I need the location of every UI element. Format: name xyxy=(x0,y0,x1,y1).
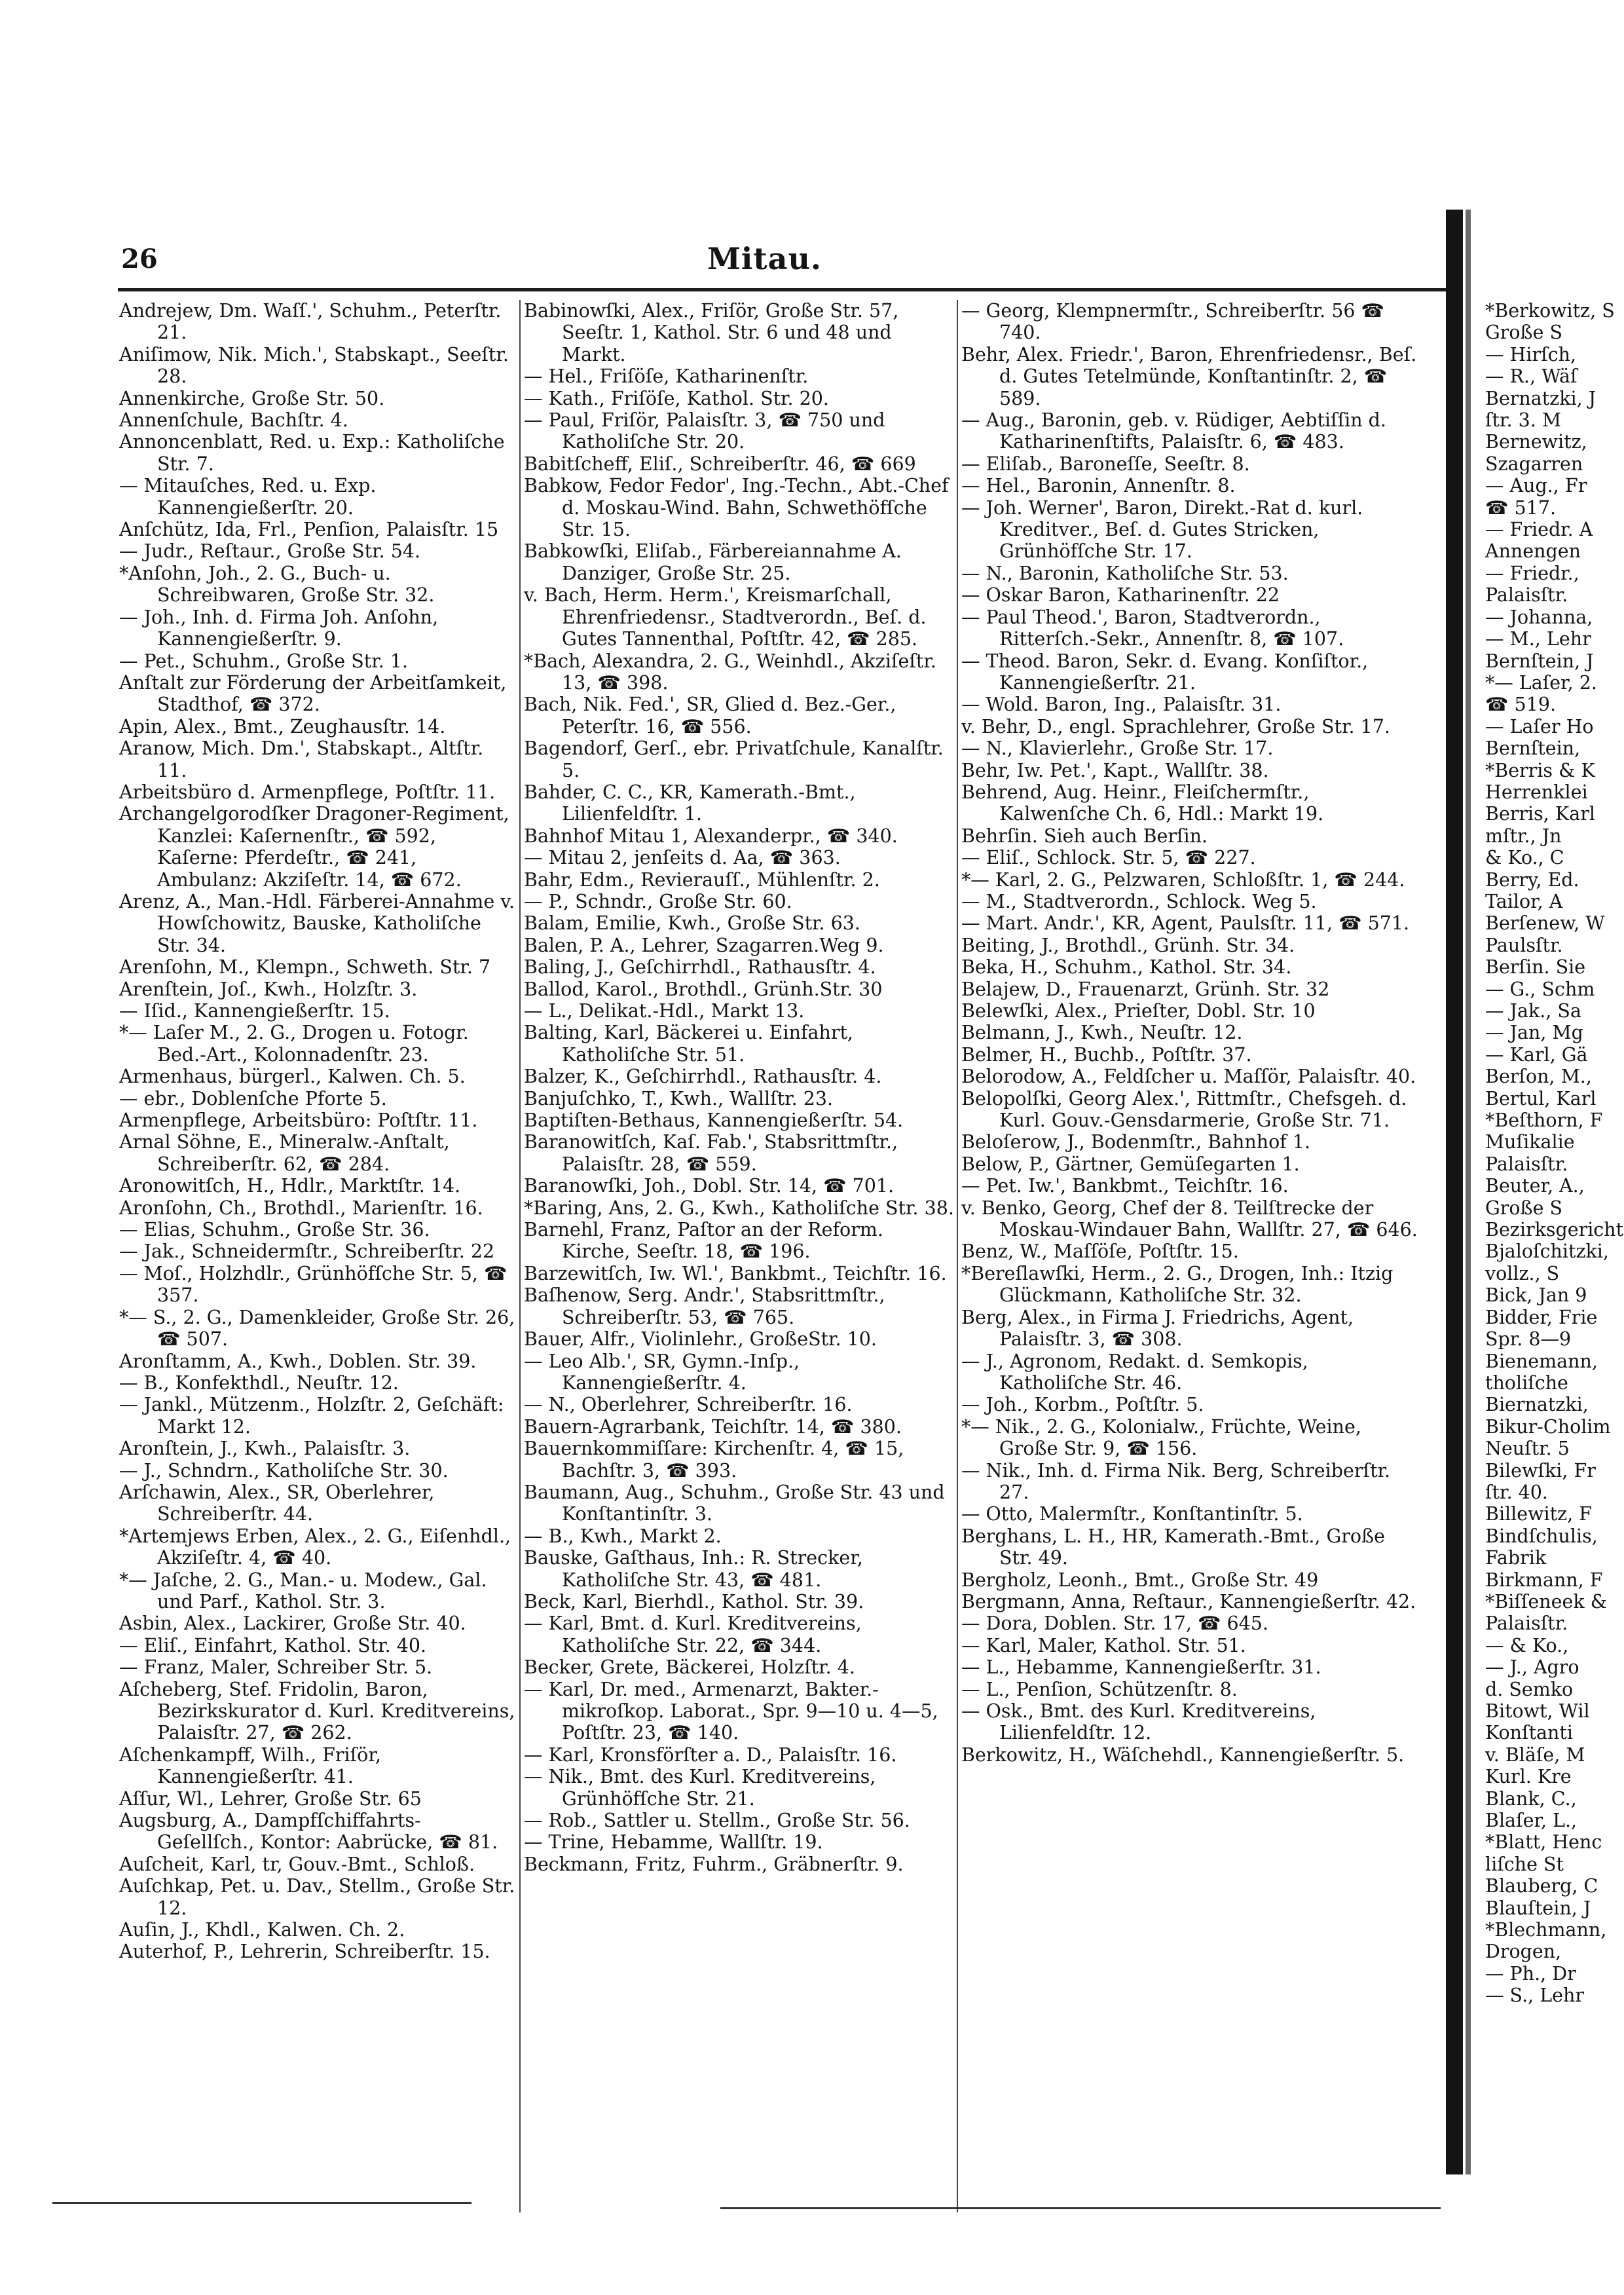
facing-page-entry: Bikur-Cholim xyxy=(1485,1415,1611,1438)
facing-page-entry: Fabrik xyxy=(1485,1547,1547,1569)
directory-entry: v. Benko, Georg, Chef der 8. Teilſtrecke der Moskau-Windauer Bahn, Wallſtr. 27, ☎ 646. xyxy=(961,1197,1418,1241)
facing-page-entry: Szagarren xyxy=(1485,453,1583,475)
facing-page-entry: — Friedr. A xyxy=(1485,519,1593,541)
directory-entry: Aſchenkampff, Wilh., Friſör, Kannengießerſtr. 41. xyxy=(119,1744,381,1788)
directory-entry: *Bereſlawſki, Herm., 2. G., Drogen, Inh.: Itzig Glückmann, Katholiſche Str. 32. xyxy=(961,1262,1393,1307)
directory-entry: Banjuſchko, T., Kwh., Wallſtr. 23. xyxy=(524,1087,834,1110)
facing-page-entry: *Blatt, Henc xyxy=(1485,1831,1602,1854)
facing-page-entry: Palaisſtr. xyxy=(1485,584,1568,606)
directory-entry: Annoncenblatt, Red. u. Exp.: Katholiſche Str. 7. xyxy=(119,431,505,475)
directory-entry: — Jankl., Mützenm., Holzſtr. 2, Geſchäft: Markt 12. xyxy=(119,1394,504,1438)
directory-entry: Ballod, Karol., Brothdl., Grünh.Str. 30 xyxy=(524,978,883,1000)
directory-entry: Benz, W., Maſſöſe, Poſtſtr. 15. xyxy=(961,1241,1239,1263)
directory-entry: — Jak., Schneidermſtr., Schreiberſtr. 22 xyxy=(119,1241,495,1263)
directory-entry: Belmann, J., Kwh., Neuſtr. 12. xyxy=(961,1022,1243,1044)
directory-entry: Bauern-Agrarbank, Teichſtr. 14, ☎ 380. xyxy=(524,1415,902,1438)
directory-entry: Annenſchule, Bachſtr. 4. xyxy=(119,409,348,432)
directory-entry: *— Jaſche, 2. G., Man.- u. Modew., Gal. und Parf., Kathol. Str. 3. xyxy=(119,1569,487,1613)
directory-entry: Bahnhof Mitau 1, Alexanderpr., ☎ 340. xyxy=(524,825,898,847)
directory-entry: — Pet. Iw.', Bankbmt., Teichſtr. 16. xyxy=(961,1175,1289,1197)
directory-entry: — Hel., Baronin, Annenſtr. 8. xyxy=(961,475,1236,497)
facing-page-entry: Berſenew, W xyxy=(1485,912,1605,935)
facing-page-entry: Palaisſtr. xyxy=(1485,1153,1568,1175)
directory-entry: — Theod. Baron, Sekr. d. Evang. Konſiſtor., Kannengießerſtr. 21. xyxy=(961,650,1369,694)
facing-page-entry: Bertul, Karl xyxy=(1485,1087,1596,1110)
directory-entry: Bahder, C. C., KR, Kamerath.-Bmt., Lilienfeldſtr. 1. xyxy=(524,781,856,825)
directory-entry: — B., Konfekthdl., Neuſtr. 12. xyxy=(119,1371,399,1394)
facing-page-entry: mſtr., Jn xyxy=(1485,825,1562,847)
facing-page-entry: — S., Lehr xyxy=(1485,1985,1585,2007)
directory-entry: — L., Penſion, Schützenſtr. 8. xyxy=(961,1678,1238,1700)
directory-entry: *— S., 2. G., Damenkleider, Große Str. 26, ☎ 507. xyxy=(119,1306,515,1351)
directory-entry: — Nik., Bmt. des Kurl. Kreditvereins, Grünhöfſche Str. 21. xyxy=(524,1766,876,1810)
directory-entry: Auſchkap, Pet. u. Dav., Stellm., Große Str. 12. xyxy=(119,1875,515,1919)
header-rule xyxy=(118,288,1447,291)
directory-entry: — Eliſ., Einfahrt, Kathol. Str. 40. xyxy=(119,1634,427,1656)
facing-page-entry: Berris, Karl xyxy=(1485,803,1595,825)
facing-page-entry: Bindſchulis, xyxy=(1485,1525,1598,1547)
directory-entry: — J., Schndrn., Katholiſche Str. 30. xyxy=(119,1459,449,1482)
facing-page-entry: Bernſtein, xyxy=(1485,737,1581,760)
bottom-scan-line-right xyxy=(720,2207,1441,2209)
directory-entry: Beck, Karl, Bierhdl., Kathol. Str. 39. xyxy=(524,1590,864,1613)
directory-entry: Barnehl, Franz, Paſtor an der Reform. Kirche, Seeſtr. 18, ☎ 196. xyxy=(524,1219,883,1263)
facing-page-entry: — G., Schm xyxy=(1485,978,1595,1000)
directory-entry: *Bach, Alexandra, 2. G., Weinhdl., Akziſeſtr. 13, ☎ 398. xyxy=(524,650,936,694)
book-spine-shadow xyxy=(1446,210,1463,2174)
directory-entry: Berg, Alex., in Firma J. Friedrichs, Agent, Palaisſtr. 3, ☎ 308. xyxy=(961,1306,1354,1351)
directory-entry: — P., Schndr., Große Str. 60. xyxy=(524,890,792,912)
directory-entry: Annenkirche, Große Str. 50. xyxy=(119,387,385,409)
directory-entry: Below, P., Gärtner, Gemüſegarten 1. xyxy=(961,1153,1300,1175)
directory-entry: — Karl, Dr. med., Armenarzt, Bakter.-mikroſkop. Laborat., Spr. 9—10 u. 4—5, Poſtſtr. 23, ☎ 140. xyxy=(524,1678,938,1744)
facing-page-entry: Bidder, Frie xyxy=(1485,1306,1598,1328)
book-spine-edge xyxy=(1466,210,1471,2174)
directory-entry: Armenpflege, Arbeitsbüro: Poſtſtr. 11. xyxy=(119,1110,478,1132)
facing-page-entry: — & Ko., xyxy=(1485,1634,1569,1656)
facing-page-entry: *Biſſeneek & xyxy=(1485,1590,1608,1613)
directory-entry: — Trine, Hebamme, Wallſtr. 19. xyxy=(524,1831,823,1854)
directory-entry: Bergholz, Leonh., Bmt., Große Str. 49 xyxy=(961,1569,1319,1591)
facing-page-entry: Biernatzki, xyxy=(1485,1394,1589,1416)
directory-entry: Aſſur, Wl., Lehrer, Große Str. 65 xyxy=(119,1787,422,1810)
facing-page-entry: Muſikalie xyxy=(1485,1131,1575,1153)
directory-entry: Baranowſki, Joh., Dobl. Str. 14, ☎ 701. xyxy=(524,1175,895,1197)
directory-entry: Arbeitsbüro d. Armenpflege, Poſtſtr. 11. xyxy=(119,781,496,803)
directory-entry: Beiting, J., Brothdl., Grünh. Str. 34. xyxy=(961,934,1295,956)
directory-entry: — Mitauſches, Red. u. Exp. Kannengießerſtr. 20. xyxy=(119,475,377,519)
directory-entry: Aronſtamm, A., Kwh., Doblen. Str. 39. xyxy=(119,1350,477,1372)
directory-entry: Armenhaus, bürgerl., Kalwen. Ch. 5. xyxy=(119,1066,466,1088)
facing-page-entry: liſche St xyxy=(1485,1853,1564,1875)
directory-entry: Behr, Iw. Pet.', Kapt., Wallſtr. 38. xyxy=(961,759,1269,781)
directory-entry: Bagendorf, Gerſ., ebr. Privatſchule, Kanalſtr. 5. xyxy=(524,737,944,781)
directory-column-2 xyxy=(524,300,956,1875)
directory-entry: — Wold. Baron, Ing., Palaisſtr. 31. xyxy=(961,694,1282,716)
facing-page-entry: Bick, Jan 9 xyxy=(1485,1284,1587,1307)
facing-page-entry: *Berris & K xyxy=(1485,759,1595,781)
directory-entry: — Iſid., Kannengießerſtr. 15. xyxy=(119,1000,390,1022)
directory-entry: — Franz, Maler, Schreiber Str. 5. xyxy=(119,1656,433,1679)
facing-page-entry: Bilewſki, Fr xyxy=(1485,1459,1596,1482)
directory-entry: Beckmann, Fritz, Fuhrm., Gräbnerſtr. 9. xyxy=(524,1853,904,1875)
directory-entry: — Georg, Klempnermſtr., Schreiberſtr. 56 ☎ 740. xyxy=(961,300,1385,344)
directory-entry: Beka, H., Schuhm., Kathol. Str. 34. xyxy=(961,956,1292,979)
facing-page-entry: & Ko., C xyxy=(1485,847,1564,869)
directory-entry: Baſhenow, Serg. Andr.', Stabsrittmſtr., Schreiberſtr. 53, ☎ 765. xyxy=(524,1284,885,1328)
directory-entry: *Artemjews Erben, Alex., 2. G., Eiſenhdl., Akziſeſtr. 4, ☎ 40. xyxy=(119,1525,511,1569)
directory-entry: Bauernkommiſſare: Kirchenſtr. 4, ☎ 15, Bachſtr. 3, ☎ 393. xyxy=(524,1438,904,1482)
facing-page-entry: — Hirſch, xyxy=(1485,343,1577,365)
directory-entry: Behrend, Aug. Heinr., Fleiſchermſtr., Kalwenſche Ch. 6, Hdl.: Markt 19. xyxy=(961,781,1324,825)
directory-entry: — Hel., Friſöſe, Katharinenſtr. xyxy=(524,365,809,388)
directory-entry: — Rob., Sattler u. Stellm., Große Str. 56. xyxy=(524,1810,910,1832)
directory-entry: Arenſtein, Joſ., Kwh., Holzſtr. 3. xyxy=(119,978,418,1000)
bottom-scan-line-left xyxy=(52,2202,471,2204)
directory-entry: Archangelgorodſker Dragoner-Regiment, Kanzlei: Kaſernenſtr., ☎ 592, Kaſerne: Pferdeſtr., ☎ 241, Ambulanz: Akziſeſtr. 14, ☎ 672. xyxy=(119,803,509,891)
facing-page-entry: Spr. 8—9 xyxy=(1485,1328,1572,1351)
directory-entry: Anſtalt zur Förderung der Arbeitſamkeit, Stadthof, ☎ 372. xyxy=(119,671,507,716)
facing-page-column xyxy=(1485,300,1624,2007)
directory-entry: Belewſki, Alex., Prieſter, Dobl. Str. 10 xyxy=(961,1000,1316,1022)
facing-page-entry: Drogen, xyxy=(1485,1941,1562,1963)
directory-entry: Anſchütz, Ida, Frl., Penſion, Palaisſtr. 15 xyxy=(119,519,499,541)
directory-entry: Baumann, Aug., Schuhm., Große Str. 43 und Konſtantinſtr. 3. xyxy=(524,1481,945,1525)
directory-entry: Bahr, Edm., Revierauſſ., Mühlenſtr. 2. xyxy=(524,868,880,891)
directory-entry: Baranowitſch, Kaſ. Fab.', Stabsrittmſtr., Palaisſtr. 28, ☎ 559. xyxy=(524,1131,898,1175)
directory-entry: Belmer, H., Buchb., Poſtſtr. 37. xyxy=(961,1043,1252,1066)
facing-page-entry: Beuter, A., xyxy=(1485,1175,1585,1197)
directory-entry: — Mitau 2, jenſeits d. Aa, ☎ 363. xyxy=(524,847,841,869)
facing-page-entry: — Karl, Gä xyxy=(1485,1043,1588,1066)
column-divider-1 xyxy=(519,300,521,2212)
running-head-title: Mitau. xyxy=(707,241,822,276)
facing-page-entry: Billewitz, F xyxy=(1485,1503,1593,1525)
directory-entry: Baling, J., Geſchirrhdl., Rathausſtr. 4. xyxy=(524,956,876,979)
facing-page-entry: Kurl. Kre xyxy=(1485,1766,1572,1788)
directory-entry: Asbin, Alex., Lackirer, Große Str. 40. xyxy=(119,1613,466,1635)
directory-entry: — Karl, Kronsförſter a. D., Palaisſtr. 16. xyxy=(524,1744,897,1766)
facing-page-entry: — Ph., Dr xyxy=(1485,1962,1576,1985)
facing-page-entry: — Jan, Mg xyxy=(1485,1022,1583,1044)
facing-page-entry: Berry, Ed. xyxy=(1485,868,1579,891)
directory-entry: Berkowitz, H., Wäſchehdl., Kannengießerſtr. 5. xyxy=(961,1744,1405,1766)
facing-page-entry: — Aug., Fr xyxy=(1485,475,1587,497)
facing-page-entry: vollz., S xyxy=(1485,1262,1560,1284)
directory-entry: Bauer, Alfr., Violinlehr., GroßeStr. 10. xyxy=(524,1328,877,1351)
directory-entry: *Anſohn, Joh., 2. G., Buch- u. Schreibwaren, Große Str. 32. xyxy=(119,562,435,606)
facing-page-entry: Bezirksgericht xyxy=(1485,1219,1624,1241)
facing-page-entry: Bienemann, xyxy=(1485,1350,1598,1372)
directory-entry: v. Bach, Herm. Herm.', Kreismarſchall, Ehrenfriedensr., Stadtverordn., Beſ. d. Gutes Tannenthal, Poſtſtr. 42, ☎ 285. xyxy=(524,584,927,650)
directory-entry: — Oskar Baron, Katharinenſtr. 22 xyxy=(961,584,1280,606)
directory-entry: — M., Stadtverordn., Schlock. Weg 5. xyxy=(961,890,1317,912)
facing-page-entry: Herrenklei xyxy=(1485,781,1588,803)
directory-entry: *Baring, Ans, 2. G., Kwh., Katholiſche Str. 38. xyxy=(524,1197,954,1219)
facing-page-entry: Bernewitz, xyxy=(1485,431,1587,453)
facing-page-entry: v. Bläſe, M xyxy=(1485,1744,1585,1766)
directory-entry: — Nik., Inh. d. Firma Nik. Berg, Schreiberſtr. 27. xyxy=(961,1459,1391,1503)
directory-entry: Babkowſki, Eliſab., Färbereiannahme A. Danziger, Große Str. 25. xyxy=(524,540,902,584)
directory-entry: — ebr., Doblenſche Pforte 5. xyxy=(119,1087,387,1110)
directory-entry: — Osk., Bmt. des Kurl. Kreditvereins, Lilienfeldſtr. 12. xyxy=(961,1700,1316,1744)
directory-entry: Belorodow, A., Feldſcher u. Maſſör, Palaisſtr. 40. xyxy=(961,1066,1416,1088)
directory-entry: — Joh., Inh. d. Firma Joh. Anſohn, Kannengießerſtr. 9. xyxy=(119,606,439,650)
facing-page-entry: Große S xyxy=(1485,322,1563,344)
facing-page-entry: Bernatzki, J xyxy=(1485,387,1596,409)
directory-entry: Aniſimow, Nik. Mich.', Stabskapt., Seeſtr. 28. xyxy=(119,343,509,388)
facing-page-entry: Blaſer, L., xyxy=(1485,1810,1578,1832)
directory-entry: Aronowitſch, H., Hdlr., Marktſtr. 14. xyxy=(119,1175,461,1197)
directory-entry: — L., Delikat.-Hdl., Markt 13. xyxy=(524,1000,805,1022)
directory-entry: Barzewitſch, Iw. Wl.', Bankbmt., Teichſtr. 16. xyxy=(524,1262,947,1284)
directory-entry: Bach, Nik. Fed.', SR, Glied d. Bez.-Ger., Peterſtr. 16, ☎ 556. xyxy=(524,694,896,737)
facing-page-entry: *Beſthorn, F xyxy=(1485,1110,1603,1132)
directory-entry: Auterhof, P., Lehrerin, Schreiberſtr. 15. xyxy=(119,1941,490,1963)
directory-entry: — Kath., Friſöſe, Kathol. Str. 20. xyxy=(524,387,829,409)
directory-entry: Augsburg, A., Dampfſchiffahrts-Geſellſch., Kontor: Aabrücke, ☎ 81. xyxy=(119,1810,498,1854)
directory-entry: — N., Klavierlehr., Große Str. 17. xyxy=(961,737,1274,760)
facing-page-entry: *Berkowitz, S xyxy=(1485,300,1615,322)
facing-page-entry: — R., Wäſ xyxy=(1485,365,1578,388)
directory-column-1 xyxy=(119,300,515,1963)
facing-page-entry: Bernſtein, J xyxy=(1485,650,1594,672)
directory-entry: Belajew, D., Frauenarzt, Grünh. Str. 32 xyxy=(961,978,1330,1000)
facing-page-entry: Berſon, M., xyxy=(1485,1066,1592,1088)
directory-entry: — Joh., Korbm., Poſtſtr. 5. xyxy=(961,1394,1204,1416)
directory-entry: v. Behr, D., engl. Sprachlehrer, Große Str. 17. xyxy=(961,715,1390,737)
directory-entry: — Karl, Maler, Kathol. Str. 51. xyxy=(961,1634,1246,1656)
directory-entry: — Aug., Baronin, geb. v. Rüdiger, Aebtiſſin d. Katharinenſtifts, Palaisſtr. 6, ☎ 483. xyxy=(961,409,1386,453)
directory-entry: — Judr., Reſtaur., Große Str. 54. xyxy=(119,540,421,563)
facing-page-entry: d. Semko xyxy=(1485,1678,1574,1700)
facing-page-entry: Berſin. Sie xyxy=(1485,956,1586,979)
facing-page-entry: Bitowt, Wil xyxy=(1485,1700,1590,1722)
facing-page-entry: — Laſer Ho xyxy=(1485,715,1594,737)
facing-page-entry: Große S xyxy=(1485,1197,1563,1219)
directory-entry: Balen, P. A., Lehrer, Szagarren.Weg 9. xyxy=(524,934,884,956)
directory-entry: Auſin, J., Khdl., Kalwen. Ch. 2. xyxy=(119,1919,405,1941)
facing-page-entry: ſtr. 3. M xyxy=(1485,409,1562,432)
directory-entry: Arenſohn, M., Klempn., Schweth. Str. 7 xyxy=(119,956,491,979)
directory-entry: Berghans, L. H., HR, Kamerath.-Bmt., Große Str. 49. xyxy=(961,1525,1385,1569)
directory-entry: — Elias, Schuhm., Große Str. 36. xyxy=(119,1219,430,1241)
directory-entry: Aſcheberg, Stef. Fridolin, Baron, Bezirkskurator d. Kurl. Kreditvereins, Palaisſtr. 27, ☎ 262. xyxy=(119,1678,515,1744)
directory-entry: — B., Kwh., Markt 2. xyxy=(524,1525,722,1547)
directory-entry: *— Karl, 2. G., Pelzwaren, Schloßſtr. 1, ☎ 244. xyxy=(961,868,1405,891)
directory-entry: Aranow, Mich. Dm.', Stabskapt., Altſtr. 11. xyxy=(119,737,484,781)
directory-entry: Aronſohn, Ch., Brothdl., Marienſtr. 16. xyxy=(119,1197,483,1219)
facing-page-entry: Blauberg, C xyxy=(1485,1875,1598,1897)
directory-entry: Baptiſten-Bethaus, Kannengießerſtr. 54. xyxy=(524,1110,904,1132)
facing-page-entry: ☎ 517. xyxy=(1485,496,1557,519)
directory-entry: — Dora, Doblen. Str. 17, ☎ 645. xyxy=(961,1613,1268,1635)
directory-entry: — N., Baronin, Katholiſche Str. 53. xyxy=(961,562,1289,584)
facing-page-entry: Tailor, A xyxy=(1485,890,1563,912)
directory-entry: Babitſcheff, Eliſ., Schreiberſtr. 46, ☎ 669 xyxy=(524,453,916,475)
column-divider-2 xyxy=(957,300,958,2212)
directory-entry: Balam, Emilie, Kwh., Große Str. 63. xyxy=(524,912,860,935)
directory-entry: — Leo Alb.', SR, Gymn.-Inſp., Kannengießerſtr. 4. xyxy=(524,1350,800,1394)
facing-page-entry: tholiſche xyxy=(1485,1371,1568,1394)
directory-entry: — L., Hebamme, Kannengießerſtr. 31. xyxy=(961,1656,1321,1679)
directory-entry: *— Nik., 2. G., Kolonialw., Früchte, Weine, Große Str. 9, ☎ 156. xyxy=(961,1415,1361,1460)
facing-page-entry: Blauſtein, J xyxy=(1485,1897,1591,1919)
directory-entry: — Eliſab., Baroneſſe, Seeſtr. 8. xyxy=(961,453,1250,475)
directory-entry: Behrſin. Sieh auch Berſin. xyxy=(961,825,1208,847)
directory-entry: Aronſtein, J., Kwh., Palaisſtr. 3. xyxy=(119,1438,411,1460)
facing-page-entry: Palaisſtr. xyxy=(1485,1613,1568,1635)
directory-entry: — Karl, Bmt. d. Kurl. Kreditvereins, Katholiſche Str. 22, ☎ 344. xyxy=(524,1613,862,1656)
directory-entry: Belopolſki, Georg Alex.', Rittmſtr., Chefsgeh. d. Kurl. Gouv.-Gensdarmerie, Große Str. 71. xyxy=(961,1087,1407,1132)
directory-entry: Arſchawin, Alex., SR, Oberlehrer, Schreiberſtr. 44. xyxy=(119,1481,435,1525)
facing-page-entry: — Johanna, xyxy=(1485,606,1593,628)
directory-entry: Auſcheit, Karl, tr, Gouv.-Bmt., Schloß. xyxy=(119,1853,475,1875)
directory-entry: — Moſ., Holzhdlr., Grünhöfſche Str. 5, ☎ 357. xyxy=(119,1262,507,1307)
directory-entry: — Mart. Andr.', KR, Agent, Paulsſtr. 11, ☎ 571. xyxy=(961,912,1410,935)
directory-entry: Arenz, A., Man.-Hdl. Färberei-Annahme v. Howſchowitz, Bauske, Katholiſche Str. 34. xyxy=(119,890,515,956)
directory-entry: Babinowſki, Alex., Friſör, Große Str. 57, Seeſtr. 1, Kathol. Str. 6 und 48 und Markt. xyxy=(524,300,899,365)
facing-page-entry: Annengen xyxy=(1485,540,1581,563)
facing-page-entry: — Jak., Sa xyxy=(1485,1000,1581,1022)
directory-column-3 xyxy=(961,300,1420,1766)
directory-entry: Balzer, K., Geſchirrhdl., Rathausſtr. 4. xyxy=(524,1066,882,1088)
directory-entry: Apin, Alex., Bmt., Zeughausſtr. 14. xyxy=(119,715,446,737)
directory-entry: Becker, Grete, Bäckerei, Holzſtr. 4. xyxy=(524,1656,855,1679)
directory-entry: — Paul, Friſör, Palaisſtr. 3, ☎ 750 und Katholiſche Str. 20. xyxy=(524,409,885,453)
facing-page-entry: ☎ 519. xyxy=(1485,694,1557,716)
facing-page-entry: ſtr. 40. xyxy=(1485,1481,1548,1503)
directory-entry: *— Laſer M., 2. G., Drogen u. Fotogr. Bed.-Art., Kolonnadenſtr. 23. xyxy=(119,1022,469,1066)
facing-page-entry: Birkmann, F xyxy=(1485,1569,1603,1591)
directory-entry: — Paul Theod.', Baron, Stadtverordn., Ritterſch.-Sekr., Annenſtr. 8, ☎ 107. xyxy=(961,606,1344,650)
facing-page-entry: Neuſtr. 5 xyxy=(1485,1438,1570,1460)
facing-page-entry: Blank, C., xyxy=(1485,1787,1577,1810)
directory-entry: Behr, Alex. Friedr.', Baron, Ehrenfriedensr., Beſ. d. Gutes Tetelmünde, Konſtantinſtr. 2, ☎ 589. xyxy=(961,343,1417,409)
directory-entry: — Otto, Malermſtr., Konſtantinſtr. 5. xyxy=(961,1503,1303,1525)
facing-page-entry: Konſtanti xyxy=(1485,1722,1573,1744)
facing-page-entry: *Blechmann, xyxy=(1485,1919,1607,1941)
directory-entry: — Pet., Schuhm., Große Str. 1. xyxy=(119,650,408,672)
directory-entry: Babkow, Fedor Fedor', Ing.-Techn., Abt.-Chef d. Moskau-Wind. Bahn, Schwethöfſche Str. 15. xyxy=(524,475,949,541)
directory-entry: — Joh. Werner', Baron, Direkt.-Rat d. kurl. Kreditver., Beſ. d. Gutes Stricken, Grünhöfſche Str. 17. xyxy=(961,496,1363,563)
directory-entry: — J., Agronom, Redakt. d. Semkopis, Katholiſche Str. 46. xyxy=(961,1350,1308,1394)
directory-entry: Beloſerow, J., Bodenmſtr., Bahnhof 1. xyxy=(961,1131,1311,1153)
directory-entry: Bauske, Gaſthaus, Inh.: R. Strecker, Katholiſche Str. 43, ☎ 481. xyxy=(524,1547,863,1591)
directory-entry: — Eliſ., Schlock. Str. 5, ☎ 227. xyxy=(961,847,1256,869)
facing-page-entry: — J., Agro xyxy=(1485,1656,1579,1679)
directory-entry: Andrejew, Dm. Waſſ.', Schuhm., Peterſtr. 21. xyxy=(119,300,502,344)
directory-entry: — N., Oberlehrer, Schreiberſtr. 16. xyxy=(524,1394,853,1416)
directory-entry: Arnal Söhne, E., Mineralw.-Anſtalt, Schreiberſtr. 62, ☎ 284. xyxy=(119,1131,450,1175)
facing-page-entry: — M., Lehr xyxy=(1485,628,1591,650)
facing-page-entry: Paulsſtr. xyxy=(1485,934,1563,956)
facing-page-entry: Bjaloſchitzki, xyxy=(1485,1241,1609,1263)
facing-page-entry: — Friedr., xyxy=(1485,562,1579,584)
directory-entry: Bergmann, Anna, Reſtaur., Kannengießerſtr. 42. xyxy=(961,1590,1416,1613)
facing-page-entry: *— Laſer, 2. xyxy=(1485,671,1597,694)
directory-entry: Balting, Karl, Bäckerei u. Einfahrt, Katholiſche Str. 51. xyxy=(524,1022,853,1066)
page-number: 26 xyxy=(121,244,158,274)
